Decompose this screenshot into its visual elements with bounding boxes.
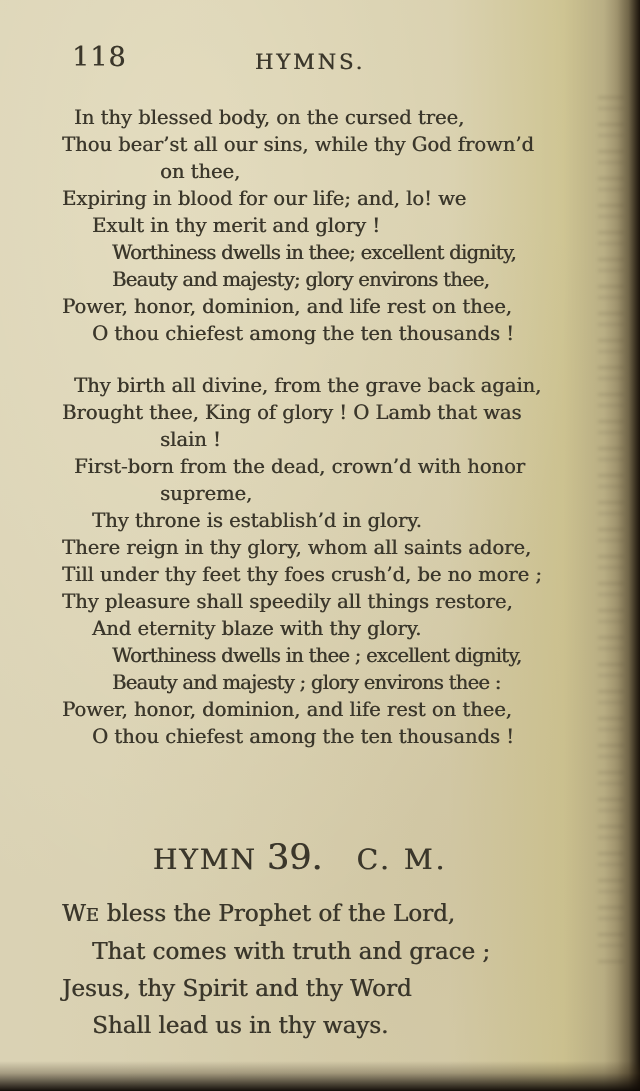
verse-line: Worthiness dwells in thee; excellent dignity, xyxy=(112,241,516,264)
verse-line: Thy birth all divine, from the grave back again, xyxy=(74,374,542,397)
verse-line: And eternity blaze with thy glory. xyxy=(92,617,422,640)
verse-line xyxy=(62,896,614,934)
verse-line: Thou bear’st all our sins, while thy God frown’d xyxy=(62,133,534,156)
hymn-heading-number: 39. xyxy=(266,838,323,878)
verse-line: There reign in thy glory, whom all saints adore, xyxy=(62,536,532,559)
verse-line-rest: bless the Prophet of the Lord, xyxy=(99,901,455,927)
hymn-39-heading xyxy=(0,838,600,878)
hymn-39-stanza-1 xyxy=(62,896,614,1045)
verse-line: slain ! xyxy=(160,428,221,451)
verse-line: Power, honor, dominion, and life rest on thee, xyxy=(62,698,512,721)
verse-line: Beauty and majesty ; glory environs thee : xyxy=(112,671,501,694)
verse-line: Exult in thy merit and glory ! xyxy=(92,214,380,237)
verse-line: Jesus, thy Spirit and thy Word xyxy=(62,976,412,1002)
dropcap-initial: W xyxy=(62,901,86,927)
verse-line: Power, honor, dominion, and life rest on thee, xyxy=(62,295,512,318)
verse-line: Brought thee, King of glory ! O Lamb that was xyxy=(62,401,522,424)
verse-line: Expiring in blood for our life; and, lo! we xyxy=(62,187,467,210)
page-edge-shadow-bottom xyxy=(0,1061,640,1091)
verse-line: supreme, xyxy=(160,482,253,505)
hymn-heading-meter: C. M. xyxy=(356,843,448,876)
verse-line: on thee, xyxy=(160,160,241,183)
smallcap-letter: E xyxy=(85,905,100,926)
verse-line: Worthiness dwells in thee ; excellent dignity, xyxy=(112,644,522,667)
verse-line: Beauty and majesty; glory environs thee, xyxy=(112,268,490,291)
page-number: 118 xyxy=(72,42,127,73)
verse-line: O thou chiefest among the ten thousands ! xyxy=(92,725,514,748)
hymn-38-stanza-2 xyxy=(62,372,614,750)
verse-line: Thy pleasure shall speedily all things restore, xyxy=(62,590,513,613)
verse-line: In thy blessed body, on the cursed tree, xyxy=(74,106,465,129)
verse-line: Till under thy feet thy foes crush’d, be no more ; xyxy=(62,563,542,586)
verse-line: Shall lead us in thy ways. xyxy=(92,1013,389,1039)
verse-line: First-born from the dead, crown’d with honor xyxy=(74,455,526,478)
verse-line: Thy throne is establish’d in glory. xyxy=(92,509,422,532)
hymn-38-stanza-1 xyxy=(62,104,614,347)
verse-line: O thou chiefest among the ten thousands ! xyxy=(92,322,514,345)
verse-line: That comes with truth and grace ; xyxy=(92,939,491,965)
running-header: HYMNS. xyxy=(254,50,366,74)
hymn-heading-word: HYMN xyxy=(152,843,257,876)
